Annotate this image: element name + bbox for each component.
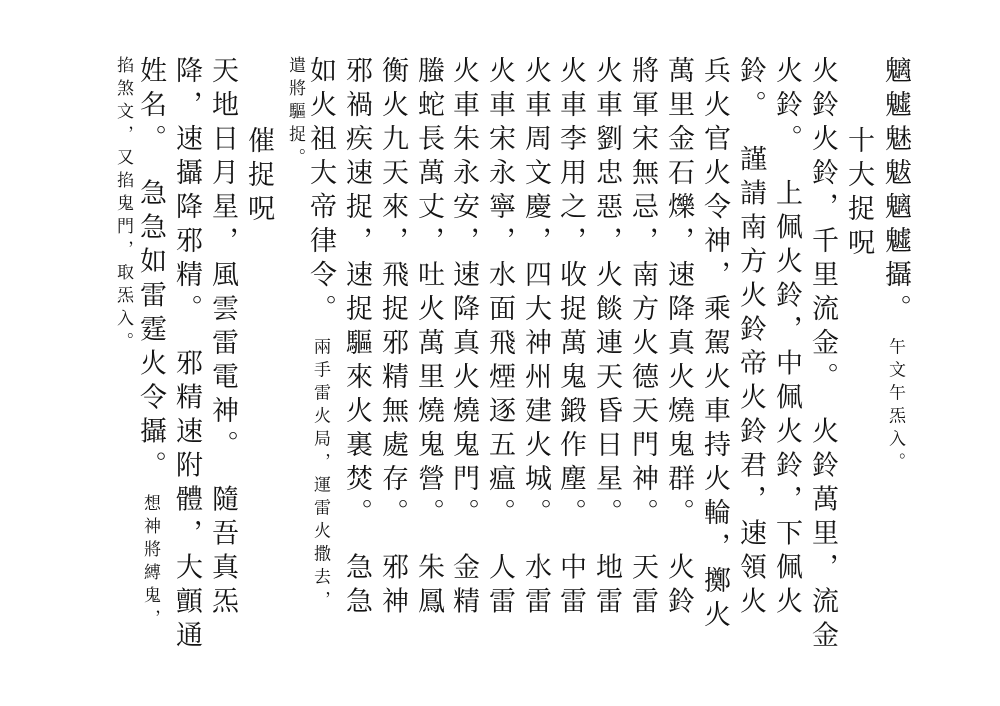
main-text: 天地日月星，風雲雷電神。 隨吾真炁: [207, 56, 238, 621]
text-column: [878, 56, 912, 476]
main-text: 火車宋永寧，水面飛煙逐五瘟。 人雷: [484, 56, 515, 621]
main-text: 如火祖大帝律令。: [305, 56, 336, 315]
text-column: [589, 56, 623, 621]
main-text: 火鈴。 上佩火鈴，中佩火鈴，下佩火: [771, 56, 802, 621]
main-text: 十大捉呪: [843, 126, 874, 262]
main-text: 螣蛇長萬丈，吐火萬里燒鬼營。 朱鳳: [413, 56, 444, 621]
text-column: [169, 56, 203, 655]
text-column: [205, 56, 239, 621]
main-text: 催捉呪: [243, 126, 274, 228]
section-heading: [241, 126, 275, 228]
text-column: [518, 56, 552, 621]
main-text: 鈴。 謹請南方火鈴帝火鈴君，速領火: [735, 56, 766, 621]
main-text: 火車劉忠惡，火餤連天昏日星。 地雷: [591, 56, 622, 621]
text-column: [106, 56, 140, 355]
main-text: 火車周文慶，四大神州建火城。 水雷: [520, 56, 551, 621]
main-text: 火鈴火鈴，千里流金。 火鈴萬里，流金: [807, 56, 838, 655]
main-text: 魑魖魅魃魑魖攝。: [880, 56, 911, 315]
text-column: [661, 56, 695, 621]
main-text: 衡火九天來，飛捉邪精無處存。 邪神: [377, 56, 408, 621]
annotation-note: 遣將驅捉。: [285, 56, 305, 171]
annotation-note: 想神將縛鬼，: [140, 471, 160, 632]
text-column: [482, 56, 516, 621]
text-column: [769, 56, 803, 621]
annotation-note: 掐煞文，又掐鬼門，取炁入。: [113, 56, 133, 355]
text-column: [733, 56, 767, 621]
main-text: 火車朱永安，速降真火燒鬼門。 金精: [448, 56, 479, 621]
text-column: [625, 56, 659, 621]
annotation-note: 兩手雷火局，運雷火撒去，: [310, 314, 330, 614]
main-text: 降，速攝降邪精。 邪精速附體，大顫通: [171, 56, 202, 655]
text-column: [446, 56, 480, 621]
main-text: 姓名。 急急如雷霆火令攝。: [135, 56, 166, 471]
main-text: 萬里金石爍，速降真火燒鬼群。 火鈴: [663, 56, 694, 621]
text-column: [553, 56, 587, 621]
text-column: [411, 56, 445, 621]
text-column: [278, 56, 312, 171]
text-column: [805, 56, 839, 655]
annotation-note: 午文午炁入。: [885, 314, 905, 476]
main-text: 將軍宋無忌，南方火德天門神。 天雷: [627, 56, 658, 621]
text-column: [697, 56, 731, 634]
main-text: 兵火官火令神，乘駕火車持火輪，擲火: [699, 56, 730, 634]
main-text: 火車李用之，收捉萬鬼鍛作塵。 中雷: [555, 56, 586, 621]
main-text: 邪禍疾速捉，速捉驅來火裏焚。 急急: [341, 56, 372, 621]
section-heading: [841, 126, 875, 262]
text-column: [339, 56, 373, 621]
text-column: [375, 56, 409, 621]
